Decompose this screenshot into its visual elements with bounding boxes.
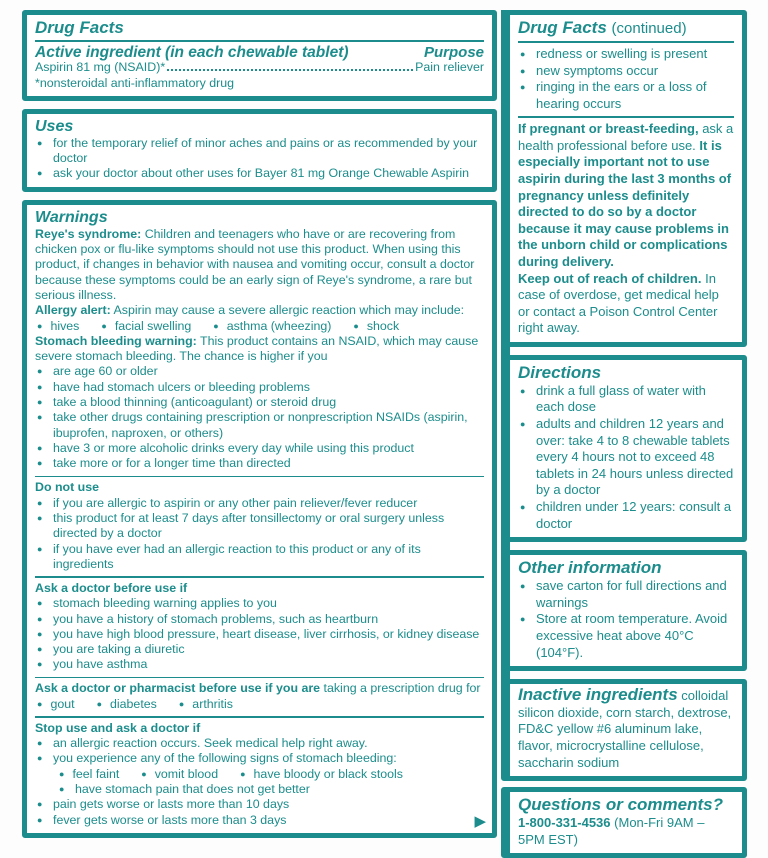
left-column [22, 10, 497, 838]
stomach-bullet: have had stomach ulcers or bleeding problems [53, 379, 310, 394]
prescription-drug-list: ● gout ● diabetes ● arthritis [37, 696, 233, 711]
bullet-icon: ● [520, 65, 526, 76]
bullet-icon: ● [178, 698, 185, 709]
bullet-icon: ● [37, 613, 43, 624]
other-information-panel [501, 550, 747, 671]
bullet-icon: ● [353, 320, 359, 331]
bullet-icon: ● [37, 628, 43, 639]
drug-facts-continued-title: Drug Facts (continued) [518, 18, 687, 37]
continued-bullet: redness or swelling is present [536, 46, 708, 61]
stop-use-bullet: pain gets worse or lasts more than 10 days [53, 797, 290, 812]
bullet-icon: ● [101, 320, 107, 331]
stomach-bullet: have 3 or more alcoholic drinks every day while using this product [53, 440, 414, 455]
continued-arrow-icon: ▶ [474, 812, 486, 830]
do-not-use-bullet: if you are allergic to aspirin or any other pain reliever/fever reducer [53, 495, 418, 510]
ingredient-name: Aspirin 81 mg (NSAID)* [35, 60, 166, 75]
questions-panel [501, 787, 747, 858]
allergy-alert-paragraph: Allergy alert: Aspirin may cause a severe allergic reaction which may include: [35, 303, 465, 318]
bullet-icon: ● [59, 784, 65, 795]
purpose-value: Pain reliever [415, 60, 484, 75]
keep-out-of-reach-paragraph: Keep out of reach of children. In case of overdose, get medical help or contact a Poison Control Center right away. [518, 270, 719, 336]
bullet-icon: ● [37, 644, 43, 655]
ask-doctor-bullet: you have high blood pressure, heart disease, liver cirrhosis, or kidney disease [53, 626, 480, 641]
directions-bullet: adults and children 12 years and over: take 4 to 8 chewable tablets every 4 hours not to exceed 48 tablets in 24 hours unless directed by a doctor [536, 416, 734, 498]
bullet-icon: ● [96, 698, 102, 709]
bullet-icon: ● [520, 502, 526, 513]
stomach-bleeding-paragraph: Stomach bleeding warning: This product contains an NSAID, which may cause severe stomach bleeding. The chance is higher if you [35, 333, 479, 364]
bullet-icon: ● [37, 381, 43, 392]
active-ingredient-panel [22, 10, 497, 101]
questions-heading: Questions or comments? [518, 795, 723, 815]
bullet-icon: ● [37, 698, 43, 709]
do-not-use-heading: Do not use [35, 480, 100, 495]
continued-bullet: new symptoms occur [536, 62, 659, 78]
ingredient-footnote: *nonsteroidal anti-inflammatory drug [35, 75, 235, 90]
phone-line [518, 815, 734, 848]
bullet-icon: ● [240, 768, 246, 779]
reye-syndrome-paragraph: Reye's syndrome: Children and teenagers who have or are recovering from chicken pox or flu-like symptoms should not use this product. When using this product, if changes in behavior with nausea and vomiting occur, consult a doctor because these symptoms could be an early sign of Reye's syndrome, a rare but serious illness. [35, 226, 475, 302]
ask-pharmacist-paragraph: Ask a doctor or pharmacist before use if you are taking a prescription drug for [35, 681, 481, 696]
uses-heading: Uses [35, 117, 74, 135]
divider [35, 40, 484, 42]
uses-bullet: for the temporary relief of minor aches and pains or as recommended by your doctor [53, 135, 478, 166]
bullet-icon: ● [520, 614, 526, 625]
dotted-leader [167, 69, 413, 71]
bullet-icon: ● [141, 768, 147, 779]
continued-bullet: ringing in the ears or a loss of hearing occurs [536, 79, 707, 111]
pregnancy-warning-paragraph: If pregnant or breast-feeding, ask a health professional before use. It is especially important not to use aspirin during the last 3 months of pregnancy unless definitely directed to do so by a doctor because it may cause problems in the unborn child or complications during delivery. [518, 121, 734, 269]
ask-doctor-bullet: stomach bleeding warning applies to you [53, 596, 277, 611]
allergy-symptom-list: ● hives ● facial swelling ● asthma (wheezing) ● shock [37, 318, 400, 333]
stop-use-bullet: an allergic reaction occurs. Seek medical help right away. [53, 736, 368, 751]
other-information-heading: Other information [518, 558, 662, 578]
drug-facts-continued-panel [501, 10, 747, 347]
stomach-bullet: are age 60 or older [53, 364, 158, 379]
drug-facts-title: Drug Facts [35, 18, 124, 37]
divider [518, 116, 734, 118]
stomach-bleeding-signs-list: ● feel faint ● vomit blood ● have bloody or black stools [59, 766, 403, 781]
bullet-icon: ● [37, 738, 43, 749]
bullet-icon: ● [37, 412, 43, 423]
inactive-ingredients-panel [501, 679, 747, 781]
ask-doctor-bullet: you have a history of stomach problems, such as heartburn [53, 611, 379, 626]
bullet-icon: ● [37, 814, 43, 825]
bullet-icon: ● [520, 82, 526, 93]
divider [35, 476, 484, 478]
bullet-icon: ● [37, 168, 43, 179]
bullet-icon: ● [37, 366, 43, 377]
inactive-ingredients-paragraph: Inactive ingredients colloidal silicon dioxide, corn starch, dextrose, FD&C yellow #6 aluminum lake, flavor, microcrystalline cellulose, saccharin sodium [518, 685, 732, 770]
directions-panel [501, 355, 747, 542]
ask-doctor-bullet: you have asthma [53, 657, 148, 672]
bullet-icon: ● [37, 543, 43, 554]
purpose-heading: Purpose [423, 44, 484, 61]
phone-number: 1-800-331-4536 [518, 815, 611, 831]
bullet-icon: ● [37, 397, 43, 408]
bullet-icon: ● [520, 581, 526, 592]
stop-use-bullet: you experience any of the following signs of stomach bleeding: [53, 751, 397, 766]
stomach-bullet: take more or for a longer time than directed [53, 456, 291, 471]
bullet-icon: ● [37, 458, 43, 469]
stomach-bullet: take a blood thinning (anticoagulant) or steroid drug [53, 395, 337, 410]
divider [35, 576, 484, 578]
do-not-use-bullet: this product for at least 7 days after tonsillectomy or oral surgery unless directed by a doctor [53, 510, 445, 541]
directions-bullet: children under 12 years: consult a doctor [536, 499, 732, 531]
bullet-icon: ● [37, 497, 43, 508]
divider [35, 716, 484, 718]
uses-panel [22, 109, 497, 192]
do-not-use-bullet: if you have ever had an allergic reaction to this product or any of its ingredients [53, 541, 421, 571]
divider [518, 41, 734, 43]
warnings-heading: Warnings [35, 208, 108, 226]
bullet-icon: ● [520, 49, 526, 59]
stop-use-heading: Stop use and ask a doctor if [35, 720, 201, 735]
bullet-icon: ● [59, 768, 65, 779]
bullet-icon: ● [37, 512, 43, 523]
bullet-icon: ● [37, 320, 43, 331]
phone-hours: (Mon-Fri 9AM – 5PM EST) [518, 815, 705, 847]
ask-doctor-heading: Ask a doctor before use if [35, 580, 188, 595]
other-information-bullet: Store at room temperature. Avoid excessive heat above 40°C (104°F). [536, 611, 728, 660]
bullet-icon: ● [37, 598, 43, 609]
stop-use-bullet: fever gets worse or lasts more than 3 days [53, 812, 287, 827]
bullet-icon: ● [37, 799, 43, 810]
uses-bullet: ask your doctor about other uses for Bayer 81 mg Orange Chewable Aspirin [53, 166, 469, 181]
bullet-icon: ● [37, 442, 43, 453]
divider [35, 677, 484, 679]
active-ingredient-heading: Active ingredient (in each chewable tablet) [35, 44, 349, 61]
warnings-panel [22, 200, 497, 838]
directions-bullet: drink a full glass of water with each dose [536, 382, 706, 415]
stop-use-sub-bullet: have stomach pain that does not get better [75, 782, 310, 797]
bullet-icon: ● [37, 137, 43, 148]
bullet-icon: ● [213, 320, 219, 331]
bullet-icon: ● [520, 385, 526, 396]
directions-heading: Directions [518, 362, 602, 382]
bullet-icon: ● [37, 753, 43, 764]
bullet-icon: ● [520, 419, 526, 430]
other-information-bullet: save carton for full directions and warnings [536, 578, 727, 610]
bullet-icon: ● [37, 659, 43, 670]
stomach-bullet: take other drugs containing prescription or nonprescription NSAIDs (aspirin, ibuprofen, naproxen, or others) [53, 410, 468, 440]
ask-doctor-bullet: you are taking a diuretic [53, 642, 185, 657]
right-column [501, 10, 747, 858]
